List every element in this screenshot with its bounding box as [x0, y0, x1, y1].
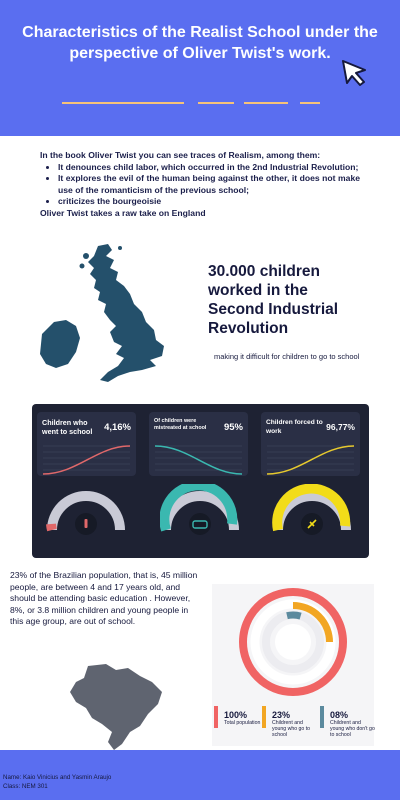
legend-swatch — [214, 706, 218, 728]
headline: 30.000 children worked in the Second Industrial Revolution — [208, 263, 339, 337]
list-item: • It denounces child labor, which occurred in the 2nd Industrial Revolution; — [58, 162, 360, 174]
page-title: Characteristics of the Realist School under the perspective of Oliver Twist's work. — [22, 24, 378, 62]
stat-value: 4,16% — [104, 422, 131, 433]
legend-label: Childrent and young who go to school — [272, 720, 311, 738]
stat-value: 96,77% — [326, 422, 355, 432]
gauge-chart — [160, 484, 240, 546]
legend-value: 23% — [272, 710, 291, 720]
legend-label: Total population — [224, 720, 261, 726]
divider-line — [300, 102, 320, 104]
stat-card — [37, 412, 136, 476]
header-banner — [0, 0, 400, 136]
trend-chart — [261, 442, 360, 476]
class-name: Class: NEM 301 — [3, 783, 48, 790]
divider-line — [198, 102, 234, 104]
trend-chart — [37, 442, 136, 476]
uk-map-icon — [38, 242, 178, 390]
legend-swatch — [320, 706, 324, 728]
legend-swatch — [262, 706, 266, 728]
list-item: • It explores the evil of the human being against the other, it does not make use of the romanticism of the previous school; — [58, 173, 360, 196]
divider-line — [244, 102, 288, 104]
legend-value: 08% — [330, 710, 349, 720]
stats-dashboard — [32, 404, 369, 558]
gauge-chart — [46, 484, 126, 546]
stat-value: 95% — [223, 422, 243, 433]
cursor-icon — [340, 58, 370, 86]
legend-label: Childrent and young who don't go to school — [330, 720, 375, 738]
stat-card — [149, 412, 248, 476]
intro-list — [40, 162, 360, 208]
divider-line — [62, 102, 184, 104]
intro-closing: Oliver Twist takes a raw take on England — [40, 207, 206, 218]
brazil-map-icon — [68, 662, 164, 752]
gauge-chart — [272, 484, 352, 546]
headline-subtext: making it difficult for children to go to school — [214, 352, 360, 361]
stat-label: Of children were mistreated at school — [154, 418, 207, 431]
list-item: • criticizes the bourgeoisie — [58, 196, 360, 208]
trend-chart — [149, 442, 248, 476]
legend-value: 100% — [224, 710, 248, 720]
footer — [0, 750, 400, 800]
brazil-text: 23% of the Brazilian population, that is, 45 million people, are between 4 and 17 years old, and should be attending basic education . However, 8%, or 3.8 million children and young people in this age group, are out of school. — [10, 570, 198, 627]
author-names: Name: Kaio Vinicius and Yasmin Araujo — [3, 774, 112, 781]
intro-section — [40, 150, 360, 219]
stat-card — [261, 412, 360, 476]
stat-label: Children who went to school — [42, 418, 93, 436]
intro-lead: In the book Oliver Twist you can see traces of Realism, among them: — [40, 150, 321, 160]
stat-label: Children forced to work — [266, 419, 323, 435]
